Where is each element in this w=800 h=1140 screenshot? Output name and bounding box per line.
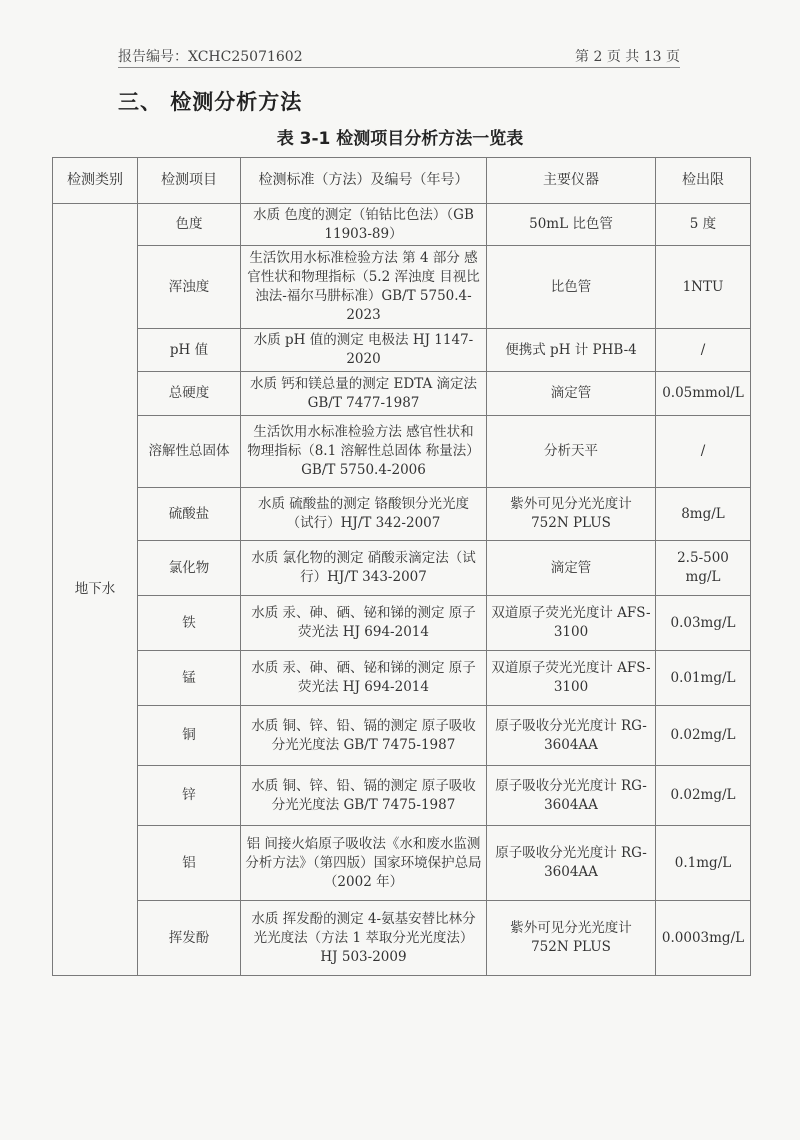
page-header: [118, 46, 680, 68]
standard-cell: 水质 硫酸盐的测定 铬酸钡分光光度（试行）HJ/T 342-2007: [241, 488, 487, 541]
table-row: [53, 651, 751, 706]
table-row: [53, 766, 751, 826]
standard-cell: 水质 铜、锌、铅、镉的测定 原子吸收分光光度法 GB/T 7475-1987: [241, 766, 487, 826]
column-header-limit: 检出限: [656, 158, 751, 204]
limit-cell: /: [656, 329, 751, 372]
limit-cell: 1NTU: [656, 246, 751, 329]
standard-cell: 生活饮用水标准检验方法 感官性状和 物理指标（8.1 溶解性总固体 称量法） GB/T 5750.4-2006: [241, 416, 487, 488]
category-cell: 地下水: [53, 204, 138, 976]
item-cell: 锰: [138, 651, 241, 706]
standard-cell: 水质 pH 值的测定 电极法 HJ 1147-2020: [241, 329, 487, 372]
instrument-cell: 双道原子荧光光度计 AFS-3100: [487, 651, 656, 706]
limit-cell: 0.05mmol/L: [656, 372, 751, 416]
instrument-cell: 50mL 比色管: [487, 204, 656, 246]
item-cell: pH 值: [138, 329, 241, 372]
limit-cell: 2.5-500 mg/L: [656, 541, 751, 596]
limit-cell: 0.02mg/L: [656, 706, 751, 766]
table-row: [53, 706, 751, 766]
table-row: [53, 541, 751, 596]
item-cell: 溶解性总固体: [138, 416, 241, 488]
item-cell: 总硬度: [138, 372, 241, 416]
table-title: 表 3-1 检测项目分析方法一览表: [276, 129, 524, 149]
column-header-instrument: 主要仪器: [487, 158, 656, 204]
section-title: 三、 检测分析方法: [118, 90, 303, 114]
item-cell: 铝: [138, 826, 241, 901]
limit-cell: 0.03mg/L: [656, 596, 751, 651]
standard-cell: 水质 汞、砷、硒、铋和锑的测定 原子荧光法 HJ 694-2014: [241, 596, 487, 651]
table-row: [53, 826, 751, 901]
table-row: [53, 372, 751, 416]
standard-cell: 水质 氯化物的测定 硝酸汞滴定法（试 行）HJ/T 343-2007: [241, 541, 487, 596]
table-row: [53, 901, 751, 976]
limit-cell: 5 度: [656, 204, 751, 246]
instrument-cell: 原子吸收分光光度计 RG-3604AA: [487, 706, 656, 766]
item-cell: 铁: [138, 596, 241, 651]
standard-cell: 铝 间接火焰原子吸收法《水和废水监测分析方法》（第四版）国家环境保护总局（2002 年）: [241, 826, 487, 901]
instrument-cell: 双道原子荧光光度计 AFS-3100: [487, 596, 656, 651]
standard-cell: 水质 汞、砷、硒、铋和锑的测定 原子荧光法 HJ 694-2014: [241, 651, 487, 706]
instrument-cell: 紫外可见分光光度计 752N PLUS: [487, 901, 656, 976]
limit-cell: 0.02mg/L: [656, 766, 751, 826]
standard-cell: 水质 挥发酚的测定 4-氨基安替比林分 光光度法（方法 1 萃取分光光度法） HJ 503-2009: [241, 901, 487, 976]
table-row: [53, 246, 751, 329]
column-header-item: 检测项目: [138, 158, 241, 204]
item-cell: 铜: [138, 706, 241, 766]
standard-cell: 水质 色度的测定（铂钴比色法）（GB 11903-89）: [241, 204, 487, 246]
limit-cell: 0.0003mg/L: [656, 901, 751, 976]
instrument-cell: 紫外可见分光光度计 752N PLUS: [487, 488, 656, 541]
table-row: [53, 488, 751, 541]
standard-cell: 生活饮用水标准检验方法 第 4 部分 感官性状和物理指标（5.2 浑浊度 目视比浊法-福尔马肼标准）GB/T 5750.4-2023: [241, 246, 487, 329]
limit-cell: 0.01mg/L: [656, 651, 751, 706]
limit-cell: 0.1mg/L: [656, 826, 751, 901]
instrument-cell: 原子吸收分光光度计 RG-3604AA: [487, 766, 656, 826]
column-header-category: 检测类别: [53, 158, 138, 204]
standard-cell: 水质 铜、锌、铅、镉的测定 原子吸收分光光度法 GB/T 7475-1987: [241, 706, 487, 766]
methods-table: [52, 157, 751, 976]
table-row: [53, 204, 751, 246]
instrument-cell: 滴定管: [487, 372, 656, 416]
item-cell: 挥发酚: [138, 901, 241, 976]
table-header-row: [53, 158, 751, 204]
page-number: 第 2 页 共 13 页: [575, 49, 680, 65]
instrument-cell: 原子吸收分光光度计 RG-3604AA: [487, 826, 656, 901]
report-number: 报告编号：XCHC25071602: [118, 49, 303, 65]
column-header-standard: 检测标准（方法）及编号（年号）: [241, 158, 487, 204]
item-cell: 浑浊度: [138, 246, 241, 329]
header-divider: [118, 67, 680, 68]
table-row: [53, 596, 751, 651]
limit-cell: /: [656, 416, 751, 488]
item-cell: 锌: [138, 766, 241, 826]
standard-cell: 水质 钙和镁总量的测定 EDTA 滴定法 GB/T 7477-1987: [241, 372, 487, 416]
table-row: [53, 329, 751, 372]
instrument-cell: 比色管: [487, 246, 656, 329]
item-cell: 氯化物: [138, 541, 241, 596]
item-cell: 色度: [138, 204, 241, 246]
table-row: [53, 416, 751, 488]
item-cell: 硫酸盐: [138, 488, 241, 541]
instrument-cell: 分析天平: [487, 416, 656, 488]
instrument-cell: 滴定管: [487, 541, 656, 596]
limit-cell: 8mg/L: [656, 488, 751, 541]
instrument-cell: 便携式 pH 计 PHB-4: [487, 329, 656, 372]
